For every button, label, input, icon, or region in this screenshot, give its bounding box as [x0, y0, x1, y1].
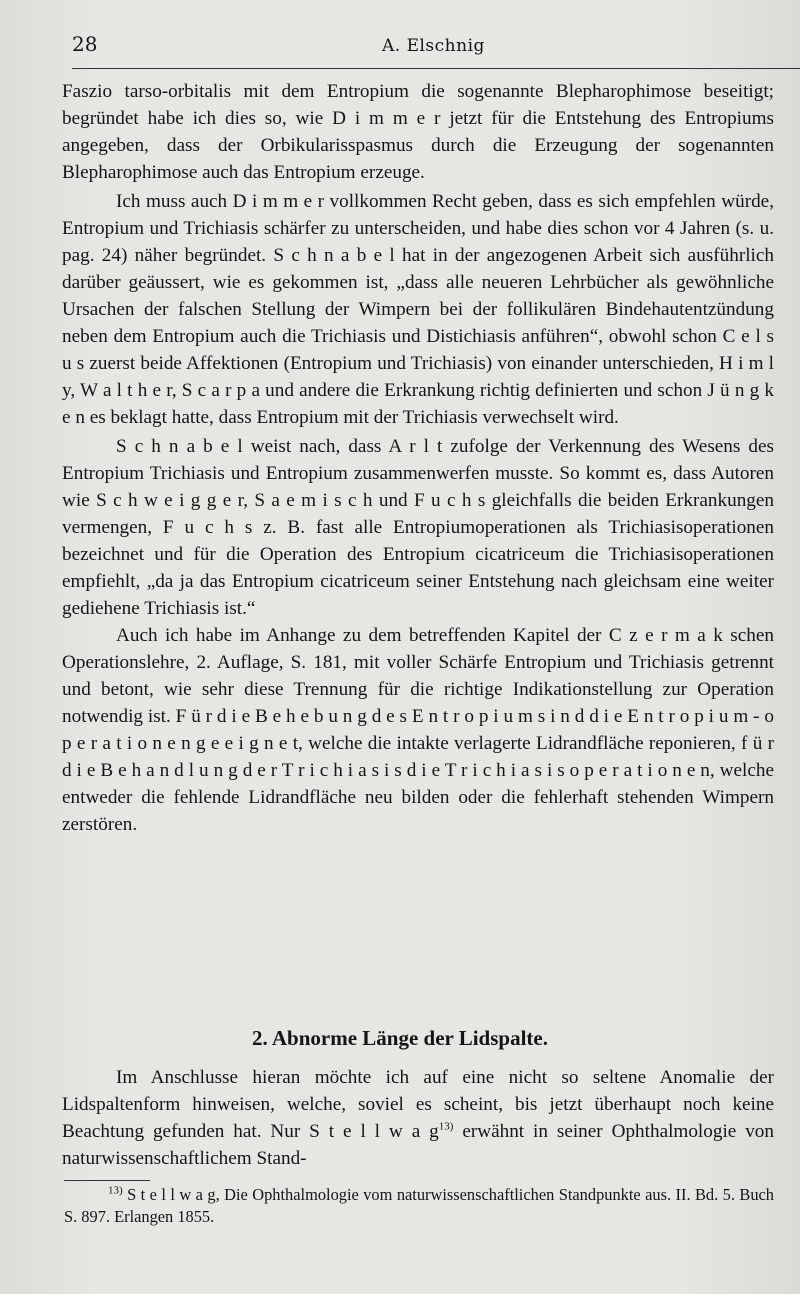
section-text — [62, 1064, 774, 1172]
paragraph-3: S c h n a b e l weist nach, dass A r l t zufolge der Verkennung des Wesens des Entropium Trichiasis und Entropium zusammenwerfen musste. So kommt es, dass Autoren wie S c h w e i g g e r, S a e m i s c h und F u c h s gleichfalls die beiden Erkrankungen vermengen, F u c h s z. B. fast alle Entropiumoperationen als Trichiasisoperationen bezeichnet und für die Operation des Entropium cicatriceum die Trichiasisoperationen empfiehlt, „da ja das Entropium cicatriceum seiner Entstehung nach gleichsam eine weiter gediehene Trichiasis ist.“ — [62, 436, 774, 619]
page-number: 28 — [72, 32, 98, 56]
paragraph-2: Ich muss auch D i m m e r vollkommen Recht geben, dass es sich empfehlen würde, Entropium und Trichiasis schärfer zu unterscheiden, und habe dies schon vor 4 Jahren (s. u. pag. 24) näher begründet. S c h n a b e l hat in der angezogenen Arbeit sich ausführlich darüber geäussert, wie es gekommen ist, „dass alle neueren Lehrbücher als gewöhnliche Ursachen der falschen Stellung der Wimpern bei der follikulären Bindehautentzündung neben dem Entropium auch die Trichiasis und Distichiasis anführen“, obwohl schon C e l s u s zuerst beide Affektionen (Entropium und Trichiasis) von einander unterschieden, H i m l y, W a l t h e r, S c a r p a und andere die Erkrankung richtig definierten und schon J ü n g k e n es beklagt hatte, dass Entropium mit der Trichiasis verwechselt wird. — [62, 191, 774, 428]
running-head: A. Elschnig — [382, 36, 485, 56]
paragraph-1: Faszio tarso-orbitalis mit dem Entropium die sogenannte Blepharophimose beseitigt; begründet habe ich dies so, wie D i m m e r jetzt für die Entstehung des Entropiums angegeben, dass der Orbikularisspasmus durch die Erzeugung der sogenannten Blepharophimose auch das Entropium erzeuge. — [62, 81, 774, 183]
body-text — [62, 78, 774, 838]
footnote-reference: 13) — [438, 1120, 454, 1133]
section-paragraph-1 — [62, 1064, 774, 1172]
footnote-rule — [64, 1180, 150, 1181]
footnote — [64, 1184, 774, 1228]
footnote-text: S t e l l w a g, Die Ophthalmologie vom naturwissenschaftlichen Standpunkte aus. II. Bd. 5. Buch S. 897. Erlangen 1855. — [64, 1185, 774, 1226]
page-header — [72, 26, 800, 70]
section-paragraph-continuation: erwähnt in seiner Ophthalmologie von naturwissenschaftlichem Stand- — [62, 1121, 774, 1169]
section-heading: 2. Abnorme Länge der Lidspalte. — [252, 1026, 548, 1050]
section-paragraph-text: Im Anschlusse hieran möchte ich auf eine nicht so seltene Anomalie der Lidspaltenform hinweisen, welche, soviel es scheint, bis jetzt überhaupt noch keine Beachtung gefunden hat. Nur S t e l l w a g — [62, 1067, 774, 1142]
footnote-13 — [64, 1184, 774, 1228]
paragraph-4: Auch ich habe im Anhange zu dem betreffenden Kapitel der C z e r m a k schen Operationslehre, 2. Auflage, S. 181, mit voller Schärfe Entropium und Trichiasis getrennt und betont, wie sehr diese Trennung für die richtige Indikationstellung zur Operation notwendig ist. F ü r d i e B e h e b u n g d e s E n t r o p i u m s i n d d i e E n t r o p i u m - o p e r a t i o n e n g e e i g n e t, welche die intakte verlagerte Lidrandfläche reponieren, f ü r d i e B e h a n d l u n g d e r T r i c h i a s i s d i e T r i c h i a s i s o p e r a t i o n e n, welche entweder die fehlende Lidrandfläche neu bilden oder die fehlerhaft stehenden Wimpern zerstören. — [62, 625, 774, 835]
footnote-marker: 13) — [108, 1184, 123, 1197]
header-rule — [72, 68, 800, 69]
